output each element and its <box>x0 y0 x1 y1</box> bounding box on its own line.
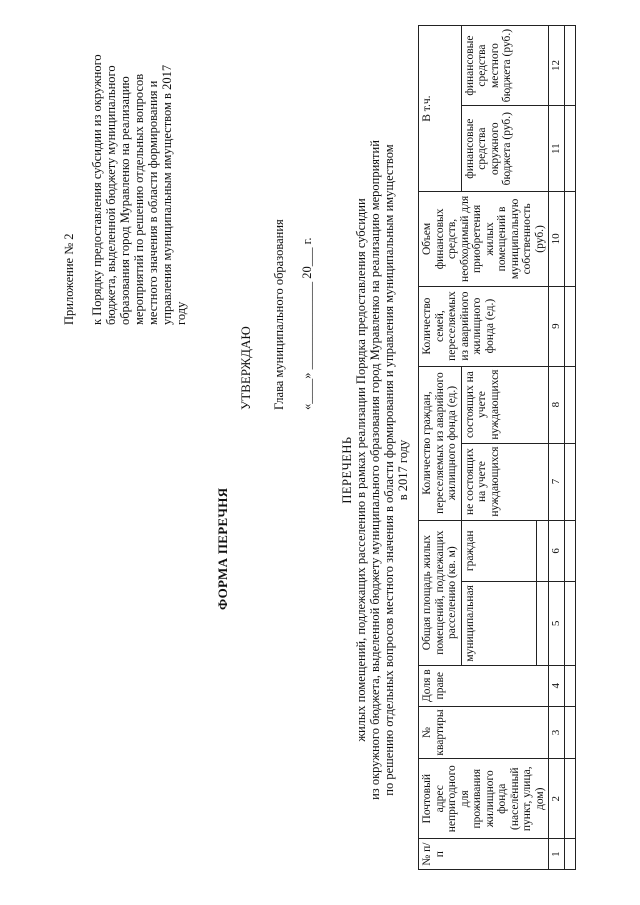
col-header-5-cont <box>536 582 548 666</box>
col-header-5: муниципальная <box>461 582 536 666</box>
resettlement-table <box>418 25 576 870</box>
empty-cell <box>564 759 575 839</box>
col-number: 4 <box>549 665 565 706</box>
empty-cell <box>564 520 575 582</box>
col-number: 8 <box>549 366 565 443</box>
col-header-7: не состоящих на учете нуждающихся <box>461 443 549 520</box>
col-number: 7 <box>549 443 565 520</box>
empty-cell <box>564 192 575 286</box>
col-header-including: В т.ч. <box>419 26 462 192</box>
col-number: 5 <box>549 582 565 666</box>
col-header-9: Количество семей, переселяемых из аварийного жилищного фонда (ед.) <box>419 286 549 366</box>
appendix-block <box>62 45 188 325</box>
col-header-4: Доля в праве <box>419 665 549 706</box>
col-header-3: № квартиры <box>419 706 549 759</box>
list-heading: ПЕРЕЧЕНЬ <box>340 436 354 504</box>
col-header-area: Общая площадь жилых помещений, подлежащих расселению (кв. м) <box>419 520 462 665</box>
form-title: ФОРМА ПЕРЕЧНЯ <box>215 487 230 610</box>
col-header-10: Объем финансовых средств, необходимый для приобретения жилых помещений в муниципальную собственность (руб.) <box>419 192 549 286</box>
col-header-1: № п/п <box>419 839 549 870</box>
col-number: 10 <box>549 192 565 286</box>
list-line-4: в 2017 году <box>396 439 410 501</box>
empty-cell <box>564 582 575 666</box>
col-header-6: граждан <box>461 520 536 582</box>
col-number: 1 <box>549 839 565 870</box>
empty-cell <box>564 286 575 366</box>
col-number: 9 <box>549 286 565 366</box>
col-header-citizens: Количество граждан, переселяемых из аварийного жилищного фонда (ед.) <box>419 366 462 520</box>
table-numbers-row <box>549 26 565 870</box>
col-number: 12 <box>549 26 565 106</box>
col-number: 6 <box>549 520 565 582</box>
col-header-11: финансовые средства окружного бюджета (руб.) <box>461 106 549 192</box>
empty-cell <box>564 665 575 706</box>
col-header-8: состоящих на учете нуждающихся <box>461 366 549 443</box>
list-line-1: жилых помещений, подлежащих расселению в рамках реализации Порядка предоставления субсидии <box>354 198 368 742</box>
col-number: 3 <box>549 706 565 759</box>
approval-date-line: «____» ______________ 20___ г. <box>300 237 314 410</box>
approver-position: Глава муниципального образования <box>272 219 286 410</box>
empty-cell <box>564 26 575 106</box>
col-header-6-cont <box>536 520 548 582</box>
col-number: 11 <box>549 106 565 192</box>
list-title-block <box>340 120 410 820</box>
approve-label: УТВЕРЖДАЮ <box>238 326 253 410</box>
list-line-3: по решению отдельных вопросов местного значения в области формирования и управления муниципальным имуществом <box>382 144 396 796</box>
table-header-row-1 <box>419 26 462 870</box>
col-header-2: Почтовый адрес непригодного для проживания жилищного фонда (населённый пункт, улица, дом) <box>419 759 549 839</box>
rotated-document <box>10 20 610 880</box>
col-number: 2 <box>549 759 565 839</box>
empty-cell <box>564 106 575 192</box>
appendix-reference: к Порядку предоставления субсидии из окружного бюджета, выделенной бюджету муниципального образования город Муравленко на реализацию мероприятий по решению отдельных вопросов местного значения в области формирования и управления муниципальным имуществом в 2017 году <box>90 54 188 325</box>
list-line-2: из окружного бюджета, выделенной бюджету муниципального образования город Муравленко на реализацию мероприятий <box>368 140 382 800</box>
empty-cell <box>564 839 575 870</box>
table-empty-row <box>564 26 575 870</box>
empty-cell <box>564 443 575 520</box>
appendix-number: Приложение № 2 <box>62 233 76 325</box>
col-header-12: финансовые средства местного бюджета (руб.) <box>461 26 549 106</box>
empty-cell <box>564 706 575 759</box>
empty-cell <box>564 366 575 443</box>
